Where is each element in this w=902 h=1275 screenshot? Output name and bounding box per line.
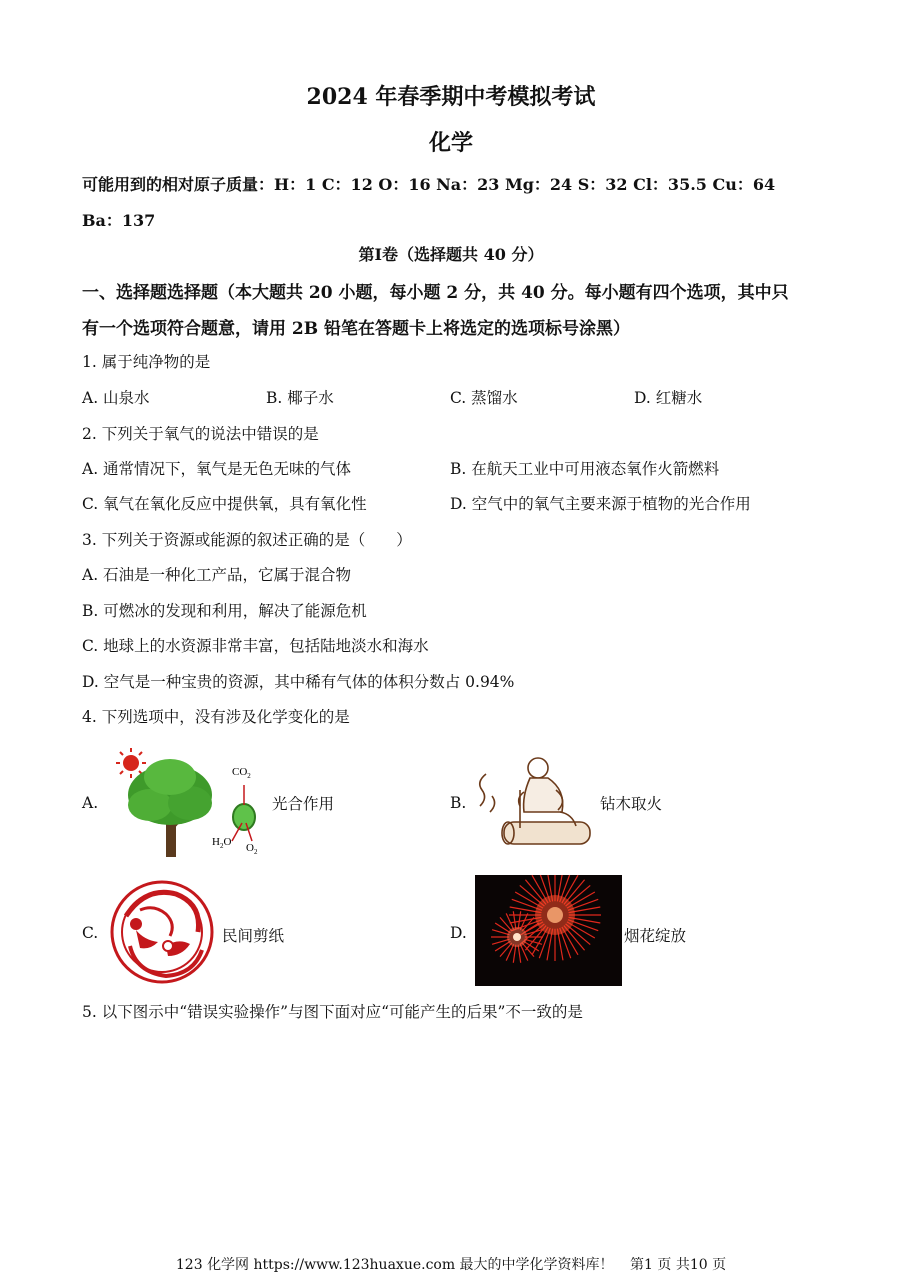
fireworks-photo (475, 875, 622, 986)
question-2-option-c: C. 氧气在氧化反应中提供氧，具有氧化性 (82, 495, 367, 513)
question-3-option-a: A. 石油是一种化工产品，它属于混合物 (82, 566, 352, 584)
question-4-option-a-letter: A. (82, 794, 99, 812)
question-2-stem: 2. 下列关于氧气的说法中错误的是 (82, 425, 319, 443)
question-1-option-a: A. 山泉水 (82, 389, 150, 407)
log-icon (504, 822, 590, 844)
head-icon (528, 758, 548, 778)
question-1-option-d: D. 红糖水 (634, 389, 703, 407)
tree-icon (128, 759, 212, 857)
question-3-option-b: B. 可燃冰的发现和利用，解决了能源危机 (82, 602, 367, 620)
atomic-mass-line-2: Ba：137 (82, 211, 156, 230)
question-4-option-d-text: 烟花绽放 (624, 927, 687, 945)
question-4-option-b-letter: B. (450, 794, 467, 812)
o2-label: $O_2$ (246, 842, 258, 856)
question-3-stem: 3. 下列关于资源或能源的叙述正确的是（ ） (82, 531, 412, 549)
question-4-option-b-text: 钻木取火 (600, 795, 663, 813)
question-5-stem: 5. 以下图示中“错误实验操作”与图下面对应“可能产生的后果”不一致的是 (82, 1003, 583, 1021)
question-3-option-c: C. 地球上的水资源非常丰富，包括陆地淡水和海水 (82, 637, 429, 655)
page-footer (0, 1254, 902, 1274)
atomic-mass-line-1: 可能用到的相对原子质量：H：1 C：12 O：16 Na：23 Mg：24 S：32 Cl：35.5 Cu：64 (82, 175, 776, 194)
exam-title: 2024 年春季期中考模拟考试 (306, 84, 596, 110)
question-1-option-b: B. 椰子水 (266, 389, 334, 407)
paper-cutting-illustration (106, 876, 218, 988)
question-4-option-c-letter: C. (82, 924, 99, 942)
section-title: 第Ⅰ卷（选择题共 40 分） (358, 245, 544, 264)
footer-page-number: 第1 页 共10 页 (630, 1257, 727, 1273)
question-4-option-c-text: 民间剪纸 (222, 927, 285, 945)
leaf-cross-section-icon (232, 785, 255, 841)
drill-fire-illustration (472, 750, 596, 852)
phoenix-icon (130, 918, 190, 956)
question-2-option-a: A. 通常情况下，氧气是无色无味的气体 (82, 460, 352, 478)
footer-site: 123 化学网 https://www.123huaxue.com 最大的中学化学资料库！ (175, 1257, 614, 1273)
question-4-option-a-text: 光合作用 (272, 795, 335, 813)
question-3-option-d: D. 空气是一种宝贵的资源，其中稀有气体的体积分数占 0.94% (82, 673, 515, 691)
question-1-stem: 1. 属于纯净物的是 (82, 353, 211, 371)
h2o-label: $H_2O$ (212, 836, 232, 850)
question-4-stem: 4. 下列选项中，没有涉及化学变化的是 (82, 708, 350, 726)
question-1-option-c: C. 蒸馏水 (450, 389, 518, 407)
question-4-option-d-letter: D. (450, 924, 467, 942)
question-2-option-d: D. 空气中的氧气主要来源于植物的光合作用 (450, 495, 751, 513)
exam-subject: 化学 (428, 130, 473, 156)
question-2-option-b: B. 在航天工业中可用液态氧作火箭燃料 (450, 460, 720, 478)
part-one-instruction-1: 一、选择题选择题（本大题共 20 小题，每小题 2 分，共 40 分。每小题有四个选项，其中只 (82, 283, 789, 303)
photosynthesis-illustration (108, 745, 268, 860)
co2-label: $CO_2$ (232, 766, 251, 780)
part-one-instruction-2: 有一个选项符合题意，请用 2B 铅笔在答题卡上将选定的选项标号涂黑） (82, 319, 631, 339)
